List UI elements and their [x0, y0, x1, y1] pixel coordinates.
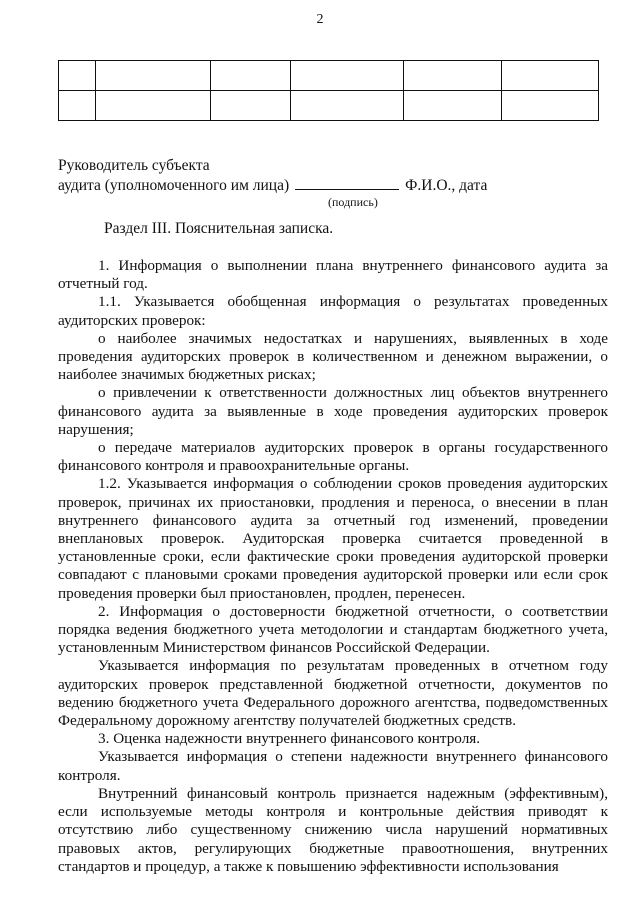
table-row	[59, 91, 599, 121]
table-cell	[211, 61, 291, 91]
paragraph: 2. Информация о достоверности бюджетной отчетности, о соответствии порядка ведения бюджетного учета методологии и стандартам бюджетного учета, установленным Министерством финансов Российской Федерации.	[58, 602, 608, 657]
body-text	[58, 257, 608, 876]
section-title: Раздел III. Пояснительная записка.	[104, 220, 334, 237]
paragraph: 1.1. Указывается обобщенная информация о результатах проведенных аудиторских проверок:	[58, 293, 608, 329]
table-cell	[211, 91, 291, 121]
data-table	[58, 60, 599, 121]
table-cell	[96, 91, 211, 121]
paragraph: о наиболее значимых недостатках и нарушениях, выявленных в ходе проведения аудиторских проверок в количественном и денежном выражении, о наиболее значимых бюджетных рисках;	[58, 329, 608, 384]
paragraph: о передаче материалов аудиторских проверок в органы государственного финансового контроля и правоохранительные органы.	[58, 439, 608, 475]
table-cell	[291, 91, 404, 121]
table-cell	[96, 61, 211, 91]
table-cell	[502, 61, 599, 91]
paragraph: 1.2. Указывается информация о соблюдении сроков проведения аудиторских проверок, причинах их приостановки, продления и переноса, о внесении в план внутреннего финансового аудита за отчетный год изменений, проведении внеплановых проверок. Аудиторская проверка считается проведенной в установленные сроки, если фактические сроки проведения аудиторской проверки совпадают с плановыми сроками проведения аудиторской проверки или если срок проведения проверки был приостановлен, продлен, перенесен.	[58, 475, 608, 602]
table-cell	[291, 61, 404, 91]
table-cell	[404, 61, 502, 91]
signature-line-2	[58, 175, 618, 195]
paragraph: Указывается информация по результатам проведенных в отчетном году аудиторских проверок представленной бюджетной отчетности, документов по ведению бюджетного учета Федерального дорожного агентства, подведомственных Федеральному дорожному агентству получателей бюджетных средств.	[58, 657, 608, 730]
table-cell	[404, 91, 502, 121]
paragraph: Внутренний финансовый контроль признается надежным (эффективным), если используемые методы контроля и контрольные действия приводят к отсутствию либо существенному снижению числа нарушений нормативных правовых актов, регулирующих бюджетные правоотношения, внутренних стандартов и процедур, а также к повышению эффективности использования	[58, 784, 608, 875]
signature-caption: (подпись)	[328, 195, 378, 209]
table-cell	[59, 61, 96, 91]
signature-line-1: Руководитель субъекта	[58, 157, 210, 174]
signature-block	[58, 157, 618, 209]
table-cell	[59, 91, 96, 121]
table-row	[59, 61, 599, 91]
signature-blank-line	[295, 175, 399, 190]
paragraph: 1. Информация о выполнении плана внутреннего финансового аудита за отчетный год.	[58, 257, 608, 293]
signature-label: аудита (уполномоченного им лица)	[58, 177, 290, 194]
signature-name-date: Ф.И.О., дата	[405, 177, 488, 194]
table-cell	[502, 91, 599, 121]
paragraph: о привлечении к ответственности должностных лиц объектов внутреннего финансового аудита за выявленные в ходе проведения аудиторских проверок нарушения;	[58, 384, 608, 438]
paragraph: 3. Оценка надежности внутреннего финансового контроля.	[98, 730, 481, 748]
page-number: 2	[316, 12, 324, 27]
paragraph: Указывается информация о степени надежности внутреннего финансового контроля.	[58, 748, 608, 784]
